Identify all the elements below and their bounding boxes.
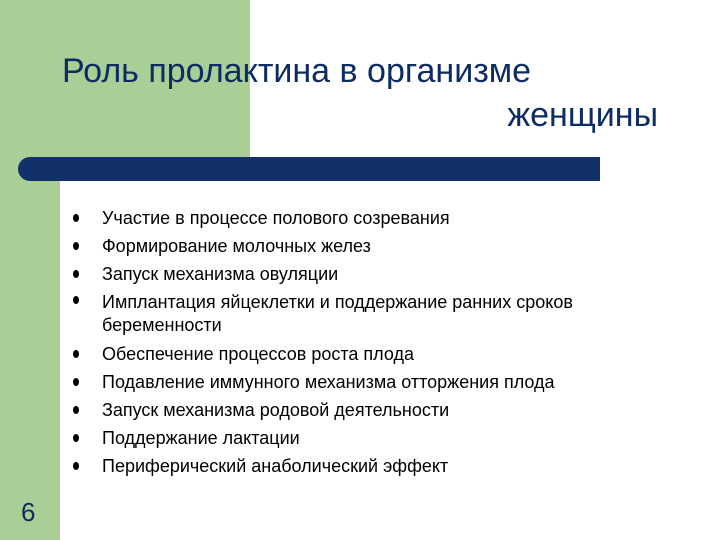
list-item-text: Периферический анаболический эффект — [102, 456, 449, 476]
list-item — [70, 288, 670, 340]
bullet-icon — [73, 350, 79, 358]
bullet-list — [70, 204, 670, 480]
bullet-icon — [73, 242, 79, 250]
page-number: 6 — [21, 497, 36, 527]
bullet-icon — [73, 406, 79, 414]
list-item — [70, 424, 670, 452]
bullet-icon — [73, 378, 79, 386]
title-line-1: Роль пролактина в организме — [62, 52, 532, 90]
bullet-icon — [73, 462, 79, 470]
list-item-text: Имплантация яйцеклетки и поддержание ранних сроков беременности — [102, 292, 573, 335]
bullet-icon — [73, 434, 79, 442]
list-item — [70, 368, 670, 396]
title-line-2: женщины — [507, 96, 658, 134]
list-item-text: Формирование молочных желез — [102, 236, 371, 256]
list-item — [70, 260, 670, 288]
list-item-text: Поддержание лактации — [102, 428, 300, 448]
list-item-text: Обеспечение процессов роста плода — [102, 344, 414, 364]
list-item — [70, 232, 670, 260]
list-item — [70, 396, 670, 424]
title-divider — [18, 157, 600, 181]
list-item-text: Подавление иммунного механизма отторжения плода — [102, 372, 555, 392]
list-item — [70, 204, 670, 232]
list-item-text: Участие в процессе полового созревания — [102, 208, 450, 228]
bullet-icon — [73, 296, 79, 304]
bullet-icon — [73, 270, 79, 278]
list-item-text: Запуск механизма овуляции — [102, 264, 339, 284]
left-accent-bar — [0, 0, 60, 540]
list-item — [70, 452, 670, 480]
list-item-text: Запуск механизма родовой деятельности — [102, 400, 450, 420]
list-item — [70, 340, 670, 368]
bullet-icon — [73, 214, 79, 222]
